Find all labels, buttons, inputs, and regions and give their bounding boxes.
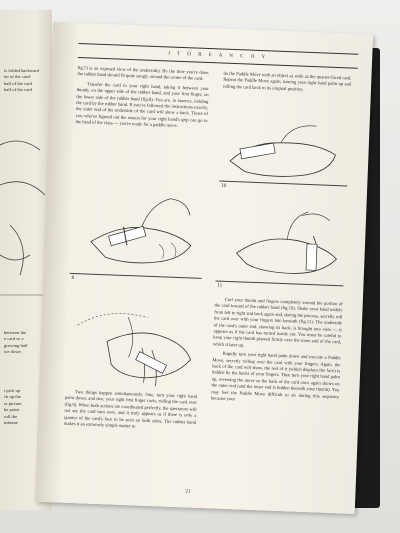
left-fragment: ter of the card- <box>4 74 32 80</box>
paragraph: Two things happen simultaneously. One, turn your right hand palm down, and two, your right first finger curls, rolling the card over (fig.9). When both actions are coordinated perfectly, the spectators will not see the card turn over, and it truly appears as if there is only a quarter of the card's face to be seen on both sides. The rubber band makes it an extremely simple matter to <box>63 389 198 429</box>
figure-number: 11 <box>217 283 223 289</box>
left-fragment: ck up the <box>4 394 21 400</box>
left-fragment: half of the card <box>4 80 32 86</box>
paragraph: Rapidly turn your right hand palm down and execute a Paddle Move, secretly rolling over the card with your fingers. Again, the back of the card will show, the rest of it (which displays the face) is hidden by the backs of your fingers. Then turn your right hand palm up, reversing the move so the back of the card once again shows on the outer end (and the inner end is hidden beneath your thumb). You may feel the Paddle Move difficult to do during this sequence because your <box>210 351 341 402</box>
figure-number: 8 <box>71 275 75 282</box>
left-fragment: between the <box>4 330 27 335</box>
paragraph: do the Paddle Move with an object as wide as the quarter-faced card. Repeat the Paddle Move again, turning your right hand palm up and rolling the card back to its original position. <box>222 70 352 92</box>
figure-number: 10 <box>221 183 227 189</box>
left-fragment: mbrane <box>4 420 18 426</box>
hand-shaking-card-illustration <box>216 193 347 284</box>
left-fragment: t pick up <box>4 388 21 393</box>
paddle-move-illustration <box>65 285 201 390</box>
left-column-top <box>75 65 209 134</box>
left-fragment: er picture <box>4 400 22 406</box>
running-header: I T O R E A N C O Y <box>168 51 269 61</box>
left-fragment: growing half <box>4 342 28 348</box>
left-fragment: half of the card <box>4 87 32 93</box>
left-column-bottom <box>64 389 197 435</box>
paragraph: fig.7) is an exposed view of the underside). By the time you're done, the rubber band should fit quite snugly around the center of the card. <box>77 65 210 82</box>
paragraph: Curl your thumb and fingers completely around the portion of the card toward of the rubber band (fig.10). Shake your hand widely from left to right and back again and, during the process, secretly roll the card over with your fingers into beneath (fig.11). The underside of the card's outer end, showing its back, is brought into view — it appears as if the card has turned inside out. You must be careful to keep your right thumb planted firmly over the inner end of the card, which it later up. <box>213 296 343 348</box>
left-fragment: ice down <box>4 349 21 355</box>
hand-holding-card-illustration <box>70 181 205 276</box>
left-fragment: ke point <box>4 407 19 413</box>
left-fragment: is folded backward <box>4 68 39 73</box>
left-fragment: roll the <box>4 413 18 419</box>
paragraph: Transfer the card to your right hand, taking it between your thumb, on the upper side of the rubber band, and your first finger, on the lower side of the rubber band (fig.8). You are, in essence, holding the card by the rubber band. If you've followed the instructions exactly, the outer end of the underside of the card will show a back. Those of you who've figured out the reason for your right hand's grip can go to the head of the class — you're ready for a paddle move. <box>75 81 209 129</box>
right-column-bottom <box>211 296 343 409</box>
page-number: 21 <box>185 489 191 495</box>
left-fragment: e card so a <box>4 336 24 342</box>
hand-gripping-card-illustration <box>219 111 350 186</box>
right-column-top <box>223 71 352 98</box>
right-page <box>35 22 373 514</box>
